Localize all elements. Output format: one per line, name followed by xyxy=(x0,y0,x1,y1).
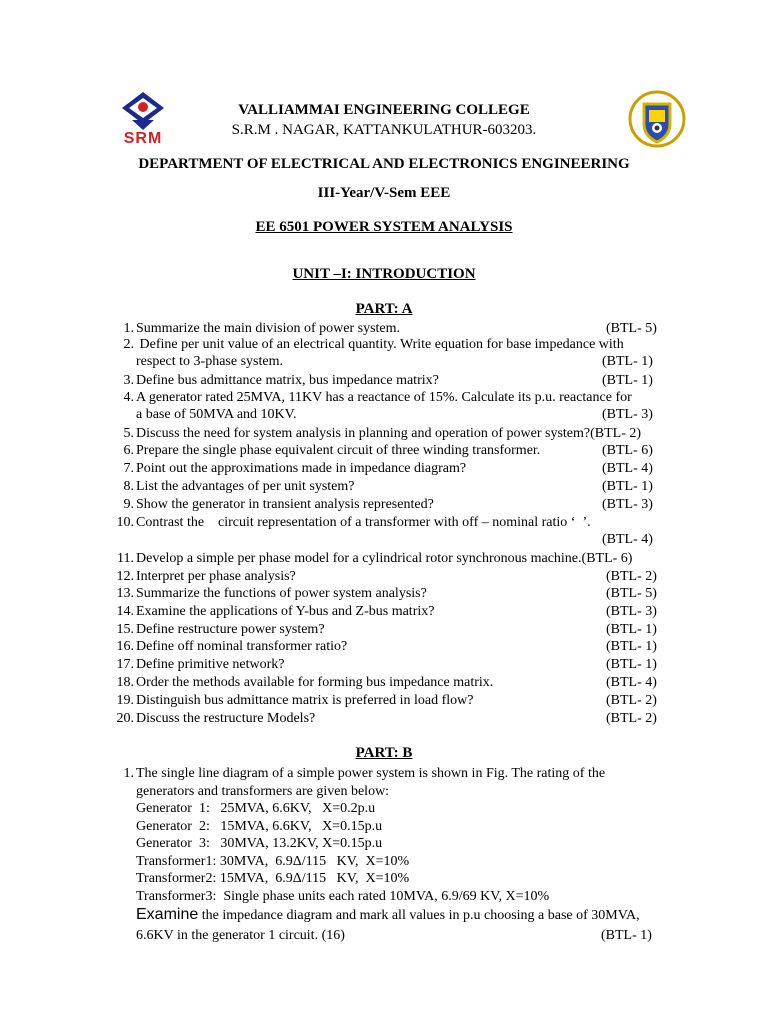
btl-level: (BTL- 1) xyxy=(606,639,657,654)
course-title: EE 6501 POWER SYSTEM ANALYSIS xyxy=(255,219,513,235)
college-name: VALLIAMMAI ENGINEERING COLLEGE xyxy=(238,102,530,118)
part-b-intro-line-1: The single line diagram of a simple power system is shown in Fig. The rating of the xyxy=(136,766,606,781)
part-b-question-number: 1. xyxy=(123,766,134,781)
btl-level: (BTL- 3) xyxy=(602,407,653,422)
question-text: Contrast the circuit representation of a transformer with off – nominal ratio ‘ ’. xyxy=(136,515,591,530)
question-text: Prepare the single phase equivalent circuit of three winding transformer. xyxy=(136,443,541,458)
question-text: Order the methods available for forming bus impedance matrix. xyxy=(136,675,494,690)
btl-level: (BTL- 2) xyxy=(606,711,657,726)
question-text: List the advantages of per unit system? xyxy=(136,479,355,494)
part-b-title: PART: B xyxy=(355,745,413,761)
question-number: 1. xyxy=(123,321,134,336)
question-number: 6. xyxy=(123,443,134,458)
examine-line xyxy=(136,906,640,925)
btl-level: (BTL- 1) xyxy=(606,622,657,637)
question-text: Show the generator in transient analysis represented? xyxy=(136,497,434,512)
unit-title: UNIT –I: INTRODUCTION xyxy=(292,266,476,282)
question-text: Point out the approximations made in impedance diagram? xyxy=(136,461,467,476)
part-a-title: PART: A xyxy=(355,301,413,317)
examine-text: the impedance diagram and mark all values in p.u choosing a base of 30MVA, xyxy=(198,908,640,923)
btl-level: (BTL- 4) xyxy=(602,461,653,476)
rating-transformer-3: Transformer3: Single phase units each rated 10MVA, 6.9/69 KV, X=10% xyxy=(136,889,550,904)
btl-level: (BTL- 2) xyxy=(606,569,657,584)
crest-icon xyxy=(626,90,688,148)
department-title: DEPARTMENT OF ELECTRICAL AND ELECTRONICS ENGINEERING xyxy=(138,156,630,172)
college-crest-logo xyxy=(626,90,688,148)
college-address: S.R.M . NAGAR, KATTANKULATHUR-603203. xyxy=(231,122,537,138)
question-text: Define off nominal transformer ratio? xyxy=(136,639,348,654)
question-number: 9. xyxy=(123,497,134,512)
part-b-intro-line-2: generators and transformers are given below: xyxy=(136,784,390,799)
year-semester: III-Year/V-Sem EEE xyxy=(317,185,451,201)
question-text: Discuss the need for system analysis in planning and operation of power system?(BTL- 2) xyxy=(136,426,642,441)
part-b-last-line: 6.6KV in the generator 1 circuit. (16) xyxy=(136,928,345,943)
question-number: 3. xyxy=(123,373,134,388)
question-number: 7. xyxy=(123,461,134,476)
question-text: Define bus admittance matrix, bus impedance matrix? xyxy=(136,373,439,388)
question-number: 11. xyxy=(117,551,134,566)
question-text: Summarize the main division of power system. xyxy=(136,321,401,336)
btl-level: (BTL- 6) xyxy=(602,443,653,458)
srm-logo xyxy=(112,90,174,148)
question-text: Define primitive network? xyxy=(136,657,285,672)
question-number: 8. xyxy=(123,479,134,494)
question-text: Distinguish bus admittance matrix is preferred in load flow? xyxy=(136,693,474,708)
question-text: Develop a simple per phase model for a cylindrical rotor synchronous machine.(BTL- 6) xyxy=(136,551,633,566)
btl-level: (BTL- 1) xyxy=(602,373,653,388)
rating-transformer-1: Transformer1: 30MVA, 6.9Δ/115 KV, X=10% xyxy=(136,854,410,869)
question-number: 16. xyxy=(116,639,134,654)
question-number: 5. xyxy=(123,426,134,441)
question-number: 18. xyxy=(116,675,134,690)
btl-level: (BTL- 5) xyxy=(606,586,657,601)
question-text: A generator rated 25MVA, 11KV has a reactance of 15%. Calculate its p.u. reactance for xyxy=(136,390,632,405)
rating-generator-2: Generator 2: 15MVA, 6.6KV, X=0.15p.u xyxy=(136,819,383,834)
btl-level: (BTL- 4) xyxy=(602,532,653,547)
btl-level: (BTL- 1) xyxy=(606,657,657,672)
btl-level: (BTL- 2) xyxy=(606,693,657,708)
question-text: Discuss the restructure Models? xyxy=(136,711,316,726)
question-text: a base of 50MVA and 10KV. xyxy=(136,407,297,422)
rating-generator-1: Generator 1: 25MVA, 6.6KV, X=0.2p.u xyxy=(136,801,376,816)
btl-level: (BTL- 5) xyxy=(606,321,657,336)
rating-transformer-2: Transformer2: 15MVA, 6.9Δ/115 KV, X=10% xyxy=(136,871,410,886)
question-text: Define per unit value of an electrical quantity. Write equation for base impedance with xyxy=(136,337,624,352)
question-text: Interpret per phase analysis? xyxy=(136,569,296,584)
question-number: 4. xyxy=(123,390,134,405)
question-number: 2. xyxy=(123,337,134,352)
question-number: 17. xyxy=(116,657,134,672)
examine-keyword: Examine xyxy=(136,906,199,923)
question-number: 20. xyxy=(116,711,134,726)
btl-level: (BTL- 3) xyxy=(602,497,653,512)
question-number: 19. xyxy=(116,693,134,708)
question-number: 10. xyxy=(116,515,134,530)
btl-level: (BTL- 1) xyxy=(602,354,653,369)
btl-level: (BTL- 1) xyxy=(602,479,653,494)
btl-level: (BTL- 4) xyxy=(606,675,657,690)
question-text: Define restructure power system? xyxy=(136,622,325,637)
srm-logo-text: SRM xyxy=(123,130,163,147)
btl-level: (BTL- 3) xyxy=(606,604,657,619)
part-b-btl: (BTL- 1) xyxy=(601,928,652,943)
question-text: Summarize the functions of power system analysis? xyxy=(136,586,427,601)
rating-generator-3: Generator 3: 30MVA, 13.2KV, X=0.15p.u xyxy=(136,836,383,851)
question-number: 15. xyxy=(116,622,134,637)
question-number: 13. xyxy=(116,586,134,601)
question-number: 14. xyxy=(116,604,134,619)
question-text: Examine the applications of Y-bus and Z-bus matrix? xyxy=(136,604,435,619)
question-number: 12. xyxy=(116,569,134,584)
question-text: respect to 3-phase system. xyxy=(136,354,283,369)
